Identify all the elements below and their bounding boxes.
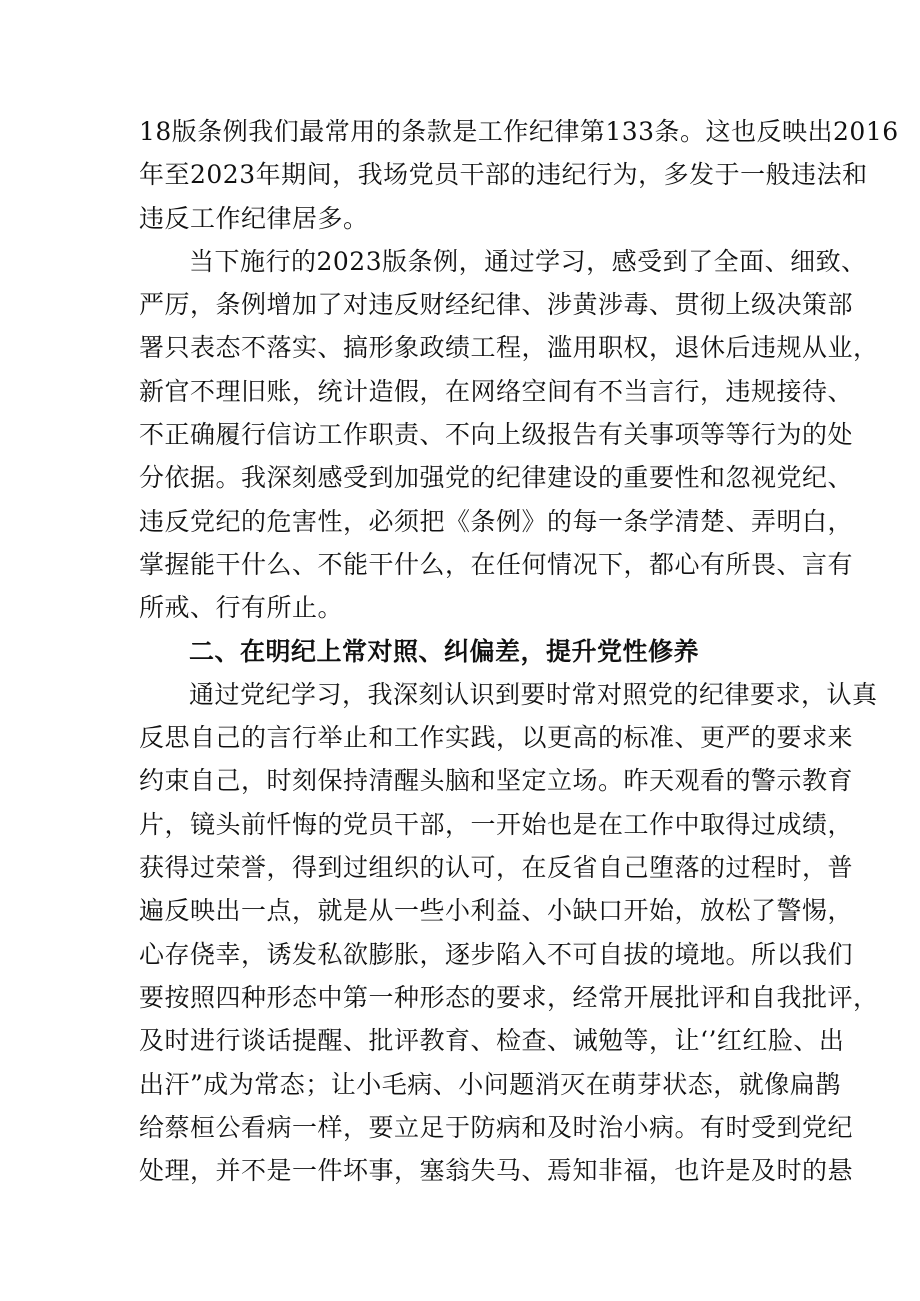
paragraph-line: 18版条例我们最常用的条款是工作纪律第133条。这也反映出2016 xyxy=(139,117,899,146)
section-heading: 二、在明纪上常对照、纠偏差，提升党性修养 xyxy=(189,636,700,666)
paragraph-line: 严厉，条例增加了对违反财经纪律、涉黄涉毒、贯彻上级决策部 xyxy=(139,290,854,320)
paragraph-line: 署只表态不落实、搞形象政绩工程，滥用职权，退休后违规从业， xyxy=(139,333,879,363)
paragraph-line: 出汗”成为常态；让小毛病、小问题消灭在萌芽状态，就像扁鹊 xyxy=(139,1069,841,1099)
paragraph-line: 当下施行的2023版条例，通过学习，感受到了全面、细致、 xyxy=(189,246,867,276)
paragraph-line: 通过党纪学习，我深刻认识到要时常对照党的纪律要求，认真 xyxy=(189,679,878,709)
paragraph-line: 片，镜头前忏悔的党员干部，一开始也是在工作中取得过成绩， xyxy=(139,809,854,839)
paragraph-line: 新官不理旧账，统计造假，在网络空间有不当言行，违规接待、 xyxy=(139,376,854,406)
paragraph-line: 遍反映出一点，就是从一些小利益、小缺口开始，放松了警惕， xyxy=(139,896,854,926)
paragraph-line: 违反工作纪律居多。 xyxy=(139,203,369,233)
paragraph-line: 及时进行谈话提醒、批评教育、检查、诫勉等，让‘’红红脸、出 xyxy=(139,1026,845,1056)
paragraph-line: 反思自己的言行举止和工作实践，以更高的标准、更严的要求来 xyxy=(139,723,854,753)
paragraph-line: 心存侥幸，诱发私欲膨胀，逐步陷入不可自拔的境地。所以我们 xyxy=(139,939,854,969)
paragraph-line: 所戒、行有所止。 xyxy=(139,593,344,623)
paragraph-line: 约束自己，时刻保持清醒头脑和坚定立场。昨天观看的警示教育 xyxy=(139,766,854,796)
paragraph-line: 获得过荣誉，得到过组织的认可，在反省自己堕落的过程时，普 xyxy=(139,853,854,883)
paragraph-line: 违反党纪的危害性，必须把《条例》的每一条学清楚、弄明白， xyxy=(139,506,854,536)
paragraph-line: 要按照四种形态中第一种形态的要求，经常开展批评和自我批评， xyxy=(139,982,879,1012)
paragraph-line: 给蔡桓公看病一样，要立足于防病和及时治小病。有时受到党纪 xyxy=(139,1112,854,1142)
paragraph-line: 掌握能干什么、不能干什么，在任何情况下，都心有所畏、言有 xyxy=(139,549,854,579)
paragraph-line: 处理，并不是一件坏事，塞翁失马、焉知非福，也许是及时的悬 xyxy=(139,1156,854,1186)
paragraph-line: 分依据。我深刻感受到加强党的纪律建设的重要性和忽视党纪、 xyxy=(139,463,854,493)
paragraph-line: 不正确履行信访工作职责、不向上级报告有关事项等等行为的处 xyxy=(139,420,854,450)
paragraph-line: 年至2023年期间，我场党员干部的违纪行为，多发于一般违法和 xyxy=(139,160,868,190)
document-body xyxy=(139,110,899,1192)
